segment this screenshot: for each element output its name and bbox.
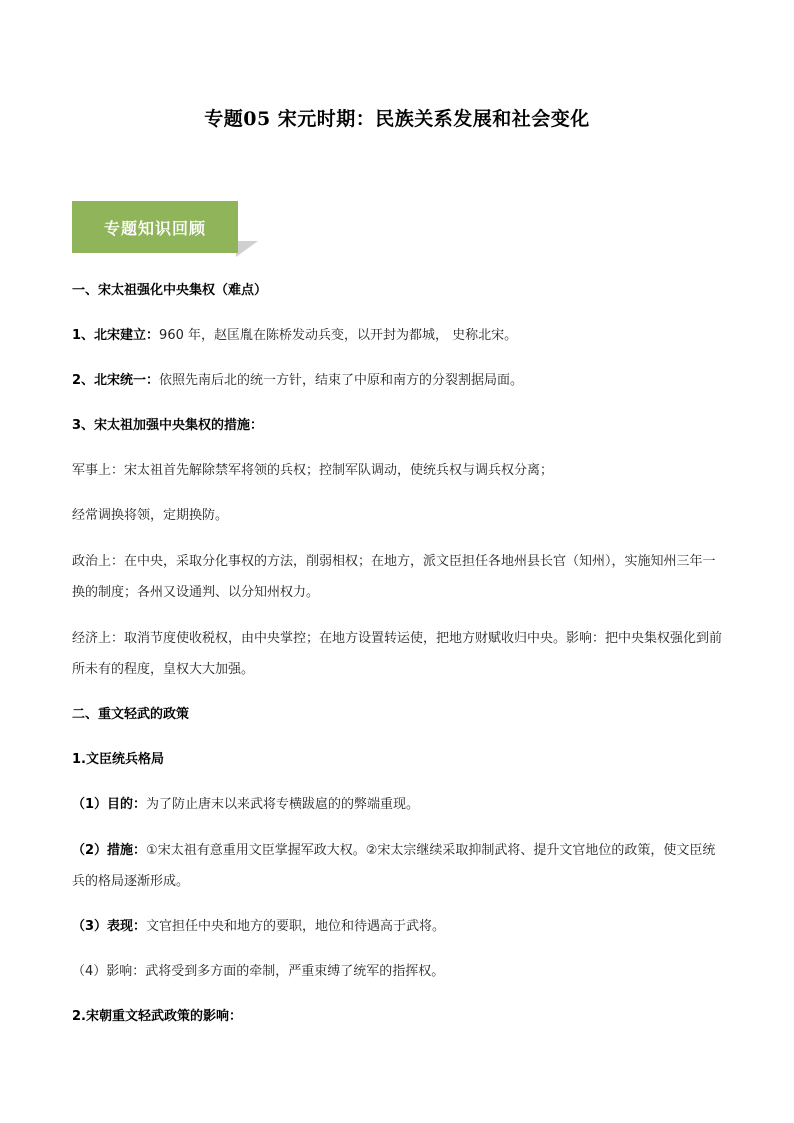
paragraph-1 [72,321,722,351]
item-manifestation [72,912,722,942]
badge-shadow [236,241,258,257]
item-text: 文官担任中央和地方的要职，地位和待遇高于武将。 [146,919,446,934]
paragraph-label: 2、北宋统一： [72,373,160,388]
badge-label: 专题知识回顾 [72,201,238,253]
item-label: （1）目的： [72,797,147,812]
paragraph-political: 政治上：在中央，采取分化事权的方法，削弱相权；在地方，派文臣担任各地州县长官（知州），实施知州三年一换的制度；各州又设通判、以分知州权力。 [72,554,716,600]
section-badge [72,201,258,257]
paragraph-3-heading: 3、宋太祖加强中央集权的措施： [72,418,264,433]
subheading-1: 1.文臣统兵格局 [72,752,164,767]
paragraph-text: 960 年，赵匡胤在陈桥发动兵变，以开封为都城， 史称北宋。 [159,328,518,343]
paragraph-text: 依照先南后北的统一方针，结束了中原和南方的分裂割据局面。 [159,373,524,388]
section-heading-1: 一、宋太祖强化中央集权（难点） [72,283,268,298]
item-measures [72,835,722,897]
item-label: （2）措施： [72,843,147,858]
paragraph-economic: 经济上：取消节度使收税权，由中央掌控；在地方设置转运使，把地方财赋收归中央。影响：把中央集权强化到前所未有的程度，皇权大大加强。 [72,631,723,677]
document-body [72,276,722,1047]
subheading-2: 2.宋朝重文轻武政策的影响： [72,1009,242,1024]
section-heading-2: 二、重文轻武的政策 [72,707,190,722]
item-text: ①宋太祖有意重用文臣掌握军政大权。②宋太宗继续采取抑制武将、提升文官地位的政策，使文臣统兵的格局逐渐形成。 [72,843,716,889]
paragraph-military: 军事上：宋太祖首先解除禁军将领的兵权；控制军队调动，使统兵权与调兵权分离； [72,463,554,478]
item-purpose [72,790,722,820]
item-label: （3）表现： [72,919,147,934]
item-text: 为了防止唐末以来武将专横跋扈的的弊端重现。 [146,797,420,812]
paragraph-2 [72,366,722,396]
item-impact: （4）影响：武将受到多方面的牵制，严重束缚了统军的指挥权。 [72,964,445,979]
paragraph-label: 1、北宋建立： [72,328,160,343]
page-title: 专题05 宋元时期：民族关系发展和社会变化 [204,108,590,130]
paragraph-military-cont: 经常调换将领，定期换防。 [72,508,229,523]
